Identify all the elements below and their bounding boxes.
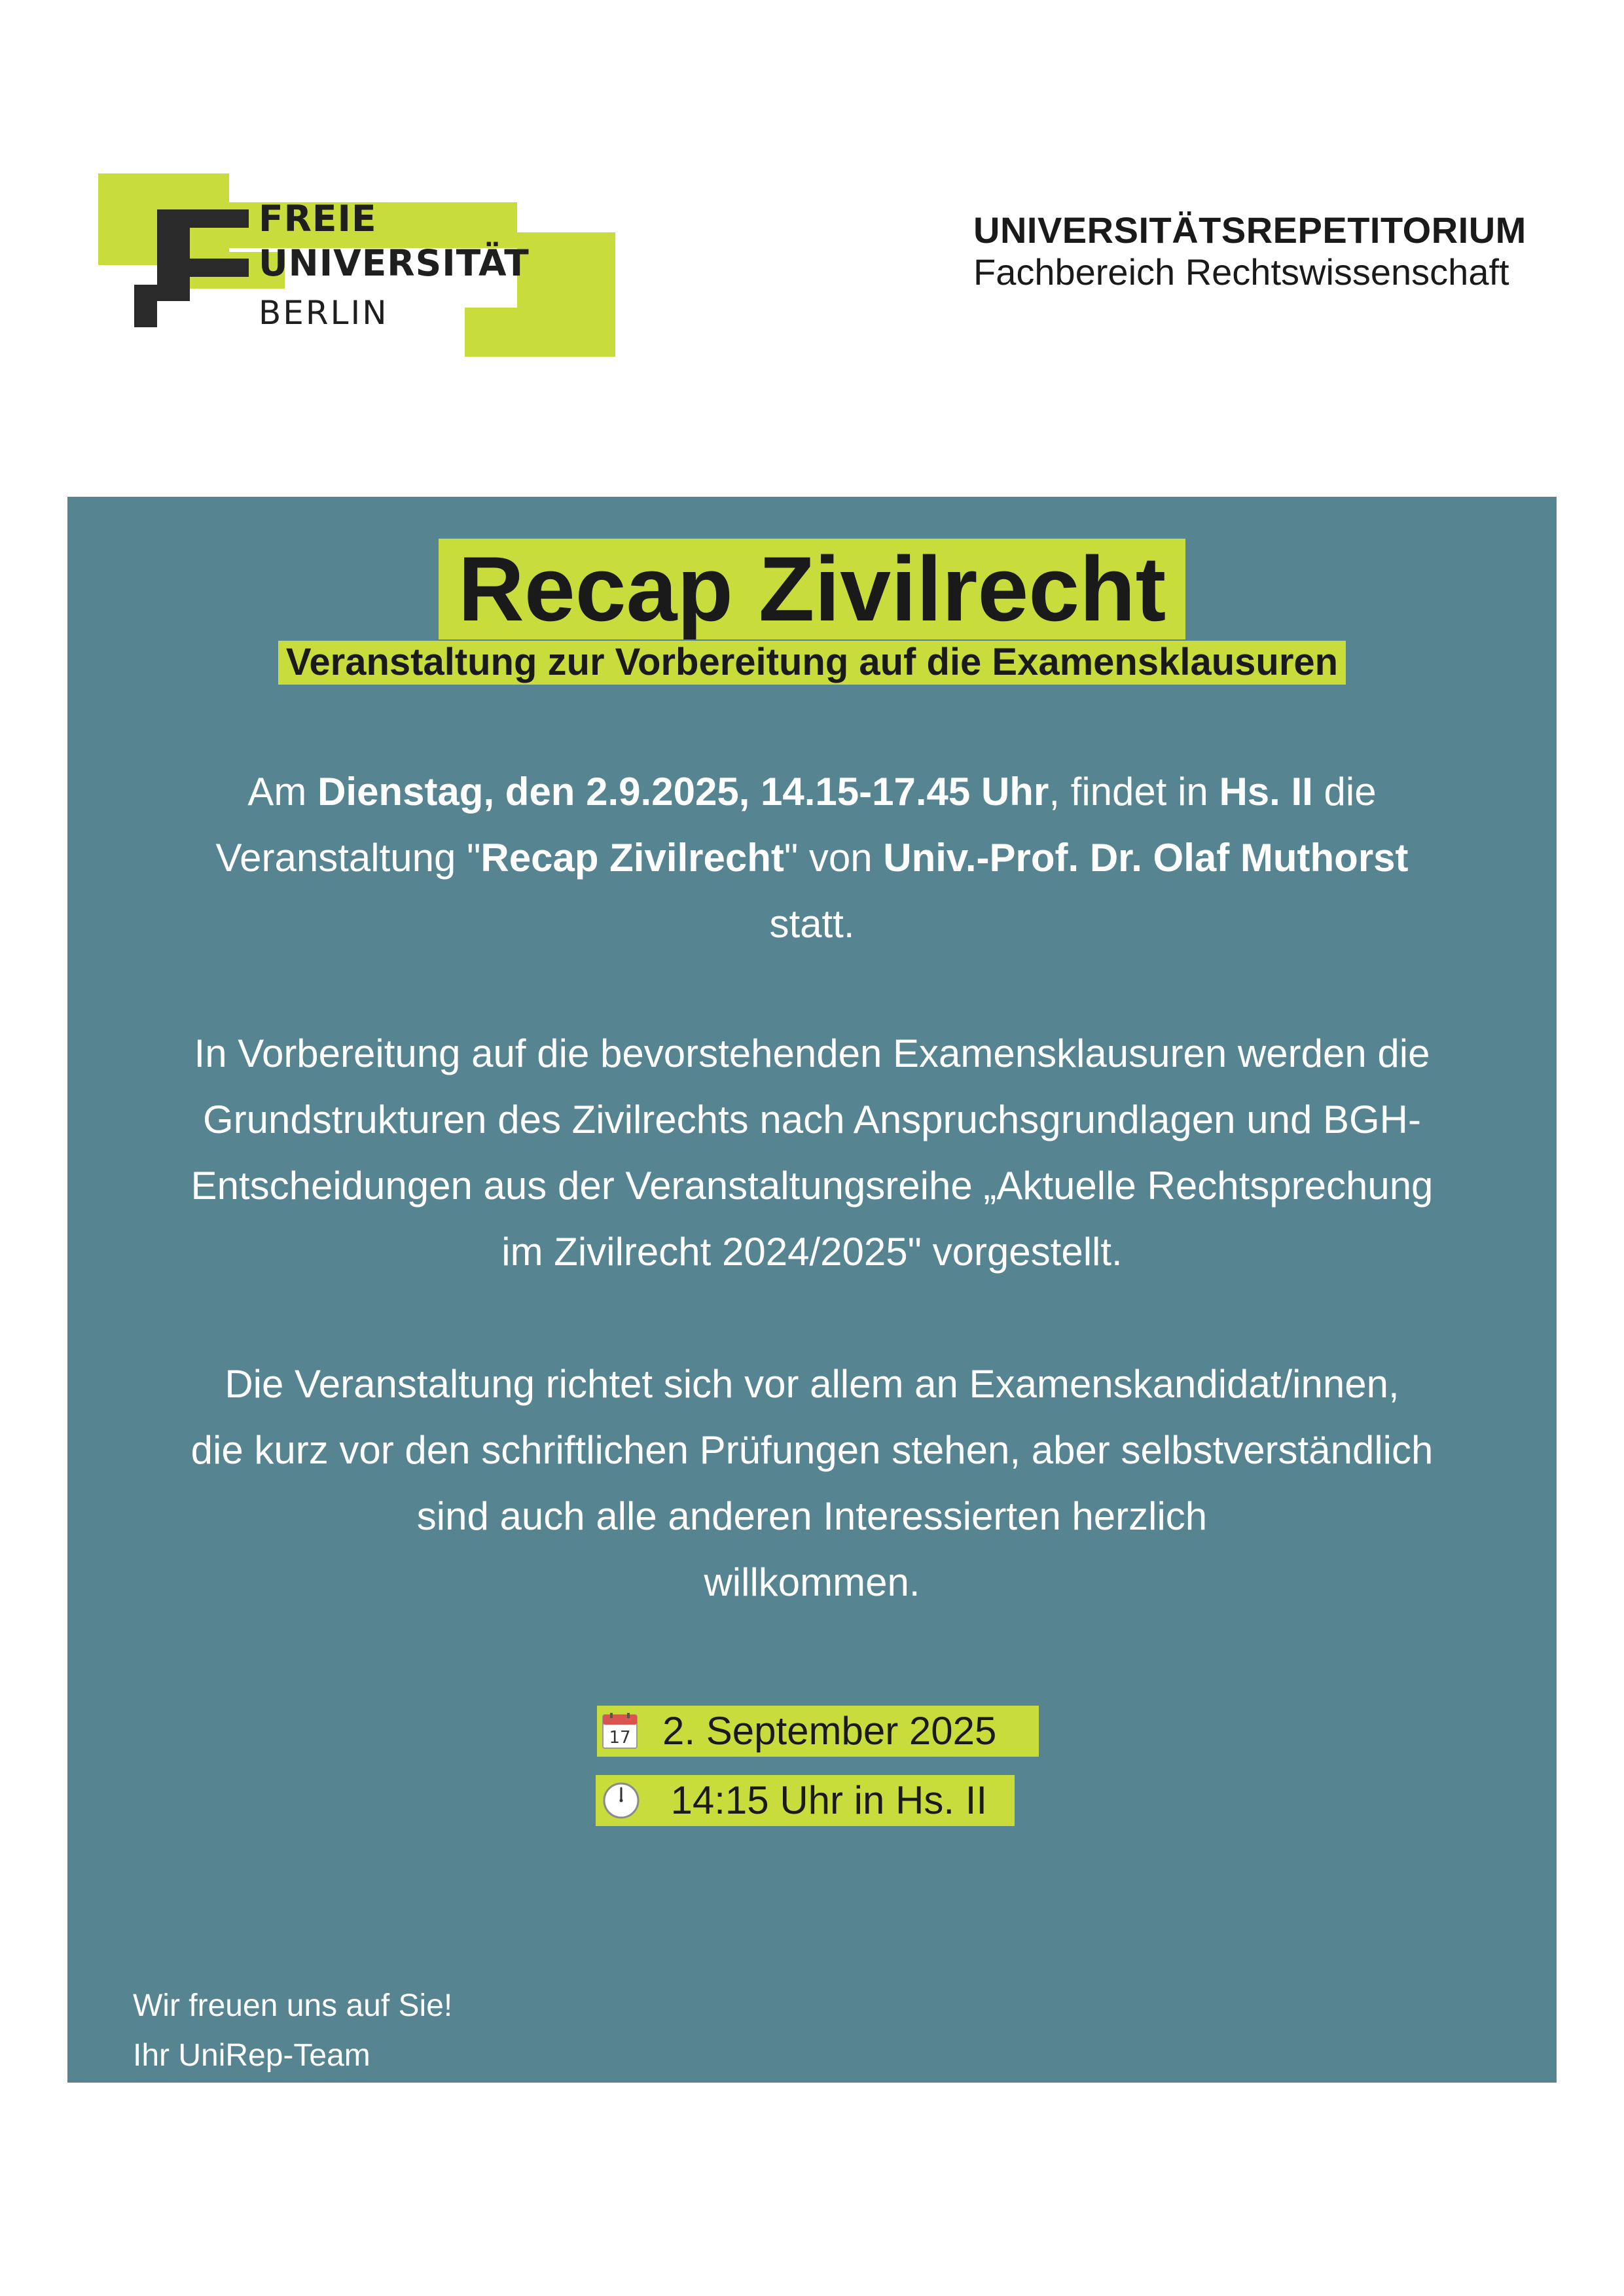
- description-line: Grundstrukturen des Zivilrechts nach Anspruchsgrundlagen und BGH-: [203, 1098, 1421, 1141]
- description-paragraph: [67, 1020, 1557, 1285]
- intro-line-2: [67, 825, 1557, 891]
- event-subtitle: Veranstaltung zur Vorbereitung auf die Examensklausuren: [278, 641, 1346, 685]
- time-label: 14:15 Uhr in Hs. II: [670, 1778, 988, 1822]
- header-subtitle: Fachbereich Rechtswissenschaft: [973, 251, 1509, 293]
- calendar-day: 17: [609, 1728, 631, 1748]
- audience-line: sind auch alle anderen Interessierten herzlich: [416, 1494, 1208, 1538]
- event-panel: [67, 497, 1557, 2083]
- closing-greeting: Wir freuen uns auf Sie!: [133, 1988, 453, 2023]
- event-room: Hs. II: [1219, 770, 1313, 814]
- date-row: [67, 1706, 1557, 1760]
- description-line: Entscheidungen aus der Veranstaltungsreihe „Aktuelle Rechtsprechung: [190, 1164, 1434, 1208]
- time-badge: [596, 1775, 1015, 1826]
- intro-line-1: [67, 759, 1557, 825]
- audience-line: willkommen.: [704, 1560, 920, 1604]
- event-name: Recap Zivilrecht: [480, 836, 784, 880]
- header-title: UNIVERSITÄTSREPETITORIUM: [973, 209, 1526, 251]
- title-row: [67, 539, 1557, 639]
- description-line: In Vorbereitung auf die bevorstehenden Examensklausuren werden die: [194, 1031, 1430, 1075]
- intro-line-3: statt.: [769, 902, 855, 946]
- closing-signature: Ihr UniRep-Team: [133, 2038, 370, 2073]
- intro-text: Am: [247, 770, 318, 814]
- audience-line: die kurz vor den schriftlichen Prüfungen stehen, aber selbstverständlich: [190, 1428, 1434, 1472]
- intro-text: , findet in: [1049, 770, 1219, 814]
- intro-text: die: [1312, 770, 1377, 814]
- logo-text-freie: FREIE: [259, 198, 377, 240]
- subtitle-row: [67, 641, 1557, 685]
- event-title: Recap Zivilrecht: [439, 539, 1186, 639]
- clock-icon: [602, 1782, 640, 1820]
- intro-text: " von: [784, 836, 884, 880]
- date-badge: [597, 1706, 1039, 1757]
- event-lecturer: Univ.-Prof. Dr. Olaf Muthorst: [883, 836, 1409, 880]
- fu-berlin-logo: [98, 173, 622, 357]
- header: [973, 209, 1526, 294]
- audience-paragraph: [67, 1351, 1557, 1615]
- audience-line: Die Veranstaltung richtet sich vor allem an Examenskandidat/innen,: [225, 1362, 1399, 1406]
- closing: [133, 1981, 452, 2081]
- calendar-icon: [601, 1712, 639, 1750]
- time-row: [67, 1775, 1557, 1829]
- event-date-time: Dienstag, den 2.9.2025, 14.15-17.45 Uhr: [317, 770, 1049, 814]
- logo-text-universitaet: UNIVERSITÄT: [259, 242, 530, 284]
- date-label: 2. September 2025: [662, 1709, 997, 1753]
- logo-text-berlin: BERLIN: [259, 294, 389, 332]
- description-line: im Zivilrecht 2024/2025" vorgestellt.: [501, 1230, 1123, 1274]
- intro-text: Veranstaltung ": [215, 836, 481, 880]
- intro-paragraph: [67, 759, 1557, 957]
